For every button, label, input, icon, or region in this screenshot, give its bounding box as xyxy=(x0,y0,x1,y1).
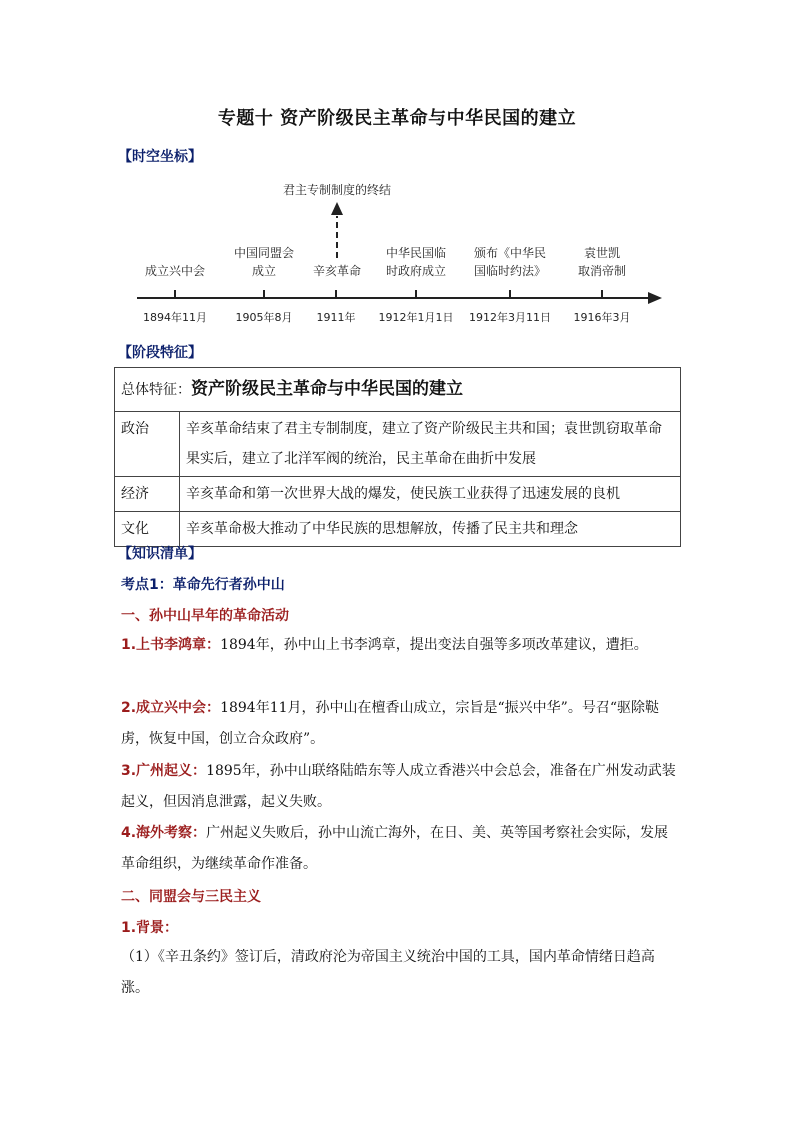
event-line1: 中华民国临 xyxy=(385,246,446,260)
stage-feature-table xyxy=(114,367,681,547)
background-paragraph: （1）《辛丑条约》签订后，清政府沦为帝国主义统治中国的工具，国内革命情绪日趋高涨。 xyxy=(121,949,655,996)
section-head-knowledge: 【知识清单】 xyxy=(118,546,202,562)
background-label: 1.背景： xyxy=(121,920,179,936)
knowledge-item-4 xyxy=(121,818,677,880)
overall-cell xyxy=(115,368,681,412)
knowledge-item-2 xyxy=(121,693,677,755)
date-label-3: 1911年 xyxy=(316,311,356,324)
item-text: 1894年11月，孙中山在檀香山成立，宗旨是“振兴中华”。号召“驱除鞑虏，恢复中国，创立合众政府”。 xyxy=(121,700,659,747)
table-row xyxy=(115,412,681,477)
item-label: 2.成立兴中会： xyxy=(121,700,221,716)
table-row xyxy=(115,477,681,512)
item-label: 3.广州起义： xyxy=(121,763,207,779)
knowledge-item-3 xyxy=(121,756,677,818)
event-label-4 xyxy=(366,244,466,280)
table-row xyxy=(115,512,681,547)
knowledge-item-1 xyxy=(121,630,677,661)
row-category: 经济 xyxy=(115,477,180,512)
item-text: 广州起义失败后，孙中山流亡海外，在日、美、英等国考察社会实际，发展革命组织，为继续革命作准备。 xyxy=(121,825,669,872)
timeline-outcome: 君主专制制度的终结 xyxy=(282,183,391,197)
event-line1: 中国同盟会 xyxy=(233,246,294,260)
item-label: 1.上书李鸿章： xyxy=(121,637,221,653)
date-label-6: 1916年3月 xyxy=(573,311,631,324)
key-point-1: 考点1：革命先行者孙中山 xyxy=(121,577,285,593)
event-line2: 成立 xyxy=(251,264,276,278)
event-line1: 袁世凯 xyxy=(583,246,620,260)
event-label-1 xyxy=(125,262,225,280)
overall-value: 资产阶级民主革命与中华民国的建立 xyxy=(191,379,463,399)
date-label-1: 1894年11月 xyxy=(143,311,207,324)
section-head-timeline: 【时空坐标】 xyxy=(118,149,202,165)
event-line2: 国临时约法》 xyxy=(473,264,546,278)
event-label-5 xyxy=(455,244,565,280)
section-1-heading: 一、孙中山早年的革命活动 xyxy=(121,608,289,624)
event-line1: 辛亥革命 xyxy=(312,264,361,278)
timeline-arrowhead xyxy=(648,292,662,304)
section-head-stage: 【阶段特征】 xyxy=(118,345,202,361)
event-line1: 成立兴中会 xyxy=(144,264,205,278)
date-label-5: 1912年3月11日 xyxy=(469,311,551,324)
overall-label: 总体特征： xyxy=(121,382,191,398)
row-text: 辛亥革命结束了君主专制制度，建立了资产阶级民主共和国；袁世凯窃取革命果实后，建立了北洋军阀的统治，民主革命在曲折中发展 xyxy=(180,412,681,477)
section-2-heading: 二、同盟会与三民主义 xyxy=(121,889,261,905)
row-text: 辛亥革命极大推动了中华民族的思想解放，传播了民主共和理念 xyxy=(180,512,681,547)
event-line2: 时政府成立 xyxy=(385,264,446,278)
date-label-2: 1905年8月 xyxy=(235,311,293,324)
overall-row xyxy=(115,368,681,412)
event-label-6 xyxy=(552,244,652,280)
item-text: 1894年，孙中山上书李鸿章，提出变法自强等多项改革建议，遭拒。 xyxy=(220,637,648,653)
timeline xyxy=(0,0,794,340)
date-label-4: 1912年1月1日 xyxy=(378,311,454,324)
item-text: 1895年，孙中山联络陆皓东等人成立香港兴中会总会，准备在广州发动武装起义，但因消息泄露，起义失败。 xyxy=(121,763,676,810)
page-title: 专题十 资产阶级民主革命与中华民国的建立 xyxy=(217,108,577,129)
row-text: 辛亥革命和第一次世界大战的爆发，使民族工业获得了迅速发展的良机 xyxy=(180,477,681,512)
event-line1: 颁布《中华民 xyxy=(473,246,546,260)
timeline-graphic xyxy=(0,0,794,340)
event-line2: 取消帝制 xyxy=(577,264,626,278)
item-label: 4.海外考察： xyxy=(121,825,207,841)
dashed-arrow-head xyxy=(331,202,343,215)
row-category: 政治 xyxy=(115,412,180,477)
row-category: 文化 xyxy=(115,512,180,547)
